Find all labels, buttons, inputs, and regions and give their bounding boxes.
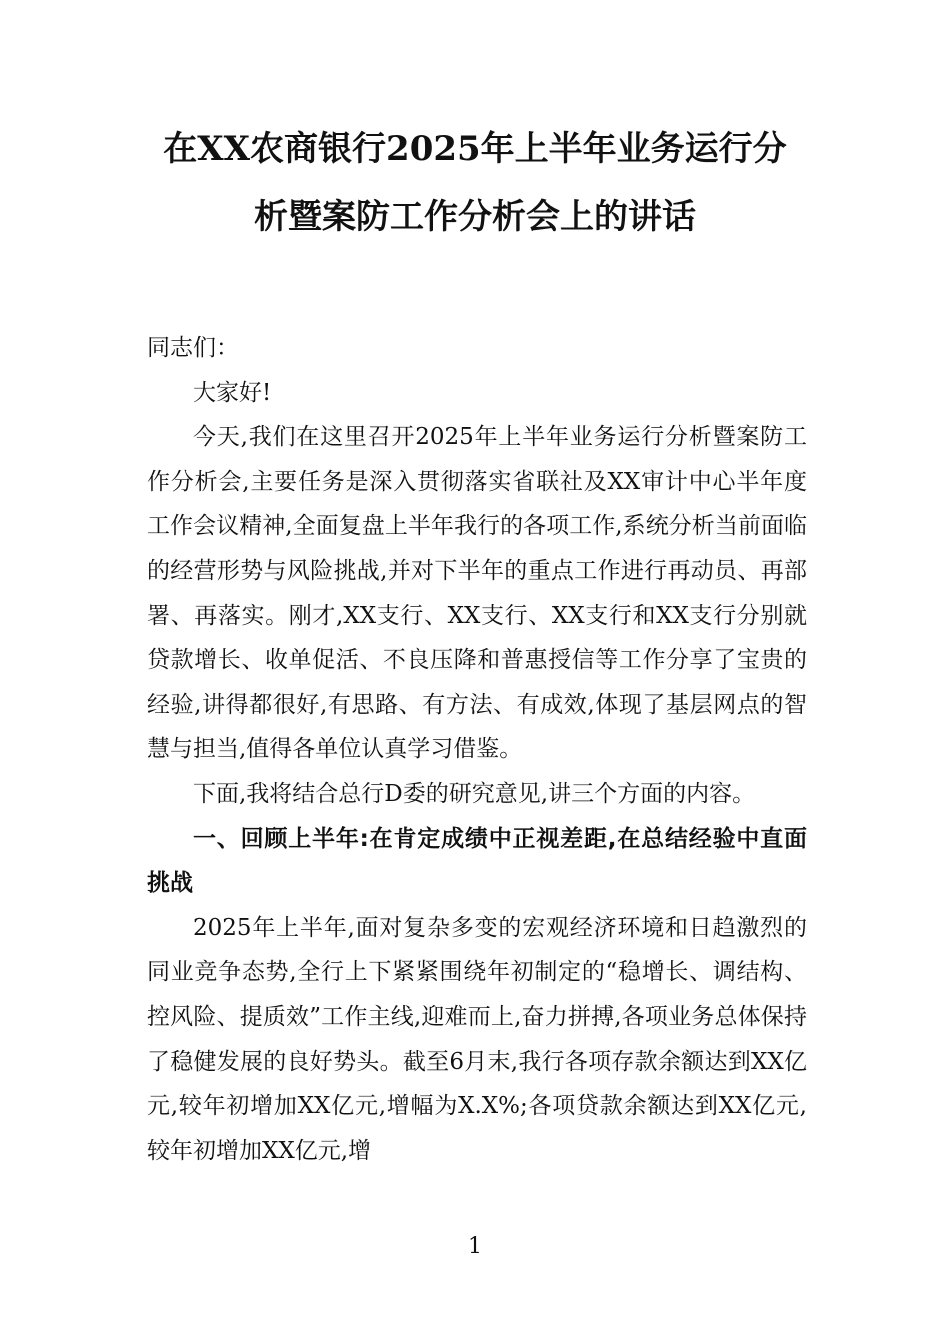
paragraph-outline: 下面,我将结合总行D委的研究意见,讲三个方面的内容。 — [193, 780, 756, 807]
document-body — [147, 326, 807, 1173]
salutation: 同志们： — [147, 335, 239, 361]
document-title-line-1: 在XX农商银行2025年上半年业务运行分 — [163, 129, 787, 169]
section-heading-1: 一、回顾上半年:在肯定成绩中正视差距,在总结经验中直面挑战 — [147, 825, 807, 897]
page-number: 1 — [468, 1234, 482, 1259]
paragraph-intro: 今天,我们在这里召开2025年上半年业务运行分析暨案防工作分析会,主要任务是深入贯彻落实省联社及XX审计中心半年度工作会议精神,全面复盘上半年我行的各项工作,系统分析当前面临的经营形势与风险挑战,并对下半年的重点工作进行再动员、再部署、再落实。刚才,XX支行、XX支行、XX支行和XX支行分别就贷款增长、收单促活、不良压降和普惠授信等工作分享了宝贵的经验,讲得都很好,有思路、有方法、有成效,体现了基层网点的智慧与担当,值得各单位认真学习借鉴。 — [147, 424, 807, 763]
paragraph-review: 2025年上半年,面对复杂多变的宏观经济环境和日趋激烈的同业竞争态势,全行上下紧紧围绕年初制定的“稳增长、调结构、控风险、提质效”工作主线,迎难而上,奋力拼搏,各项业务总体保持了稳健发展的良好势头。截至6月末,我行各项存款余额达到XX亿元,较年初增加XX亿元,增幅为X.X%;各项贷款余额达到XX亿元,较年初增加XX亿元,增 — [147, 914, 807, 1164]
document-title-line-2: 析暨案防工作分析会上的讲话 — [254, 197, 696, 237]
greeting: 大家好! — [193, 379, 272, 406]
